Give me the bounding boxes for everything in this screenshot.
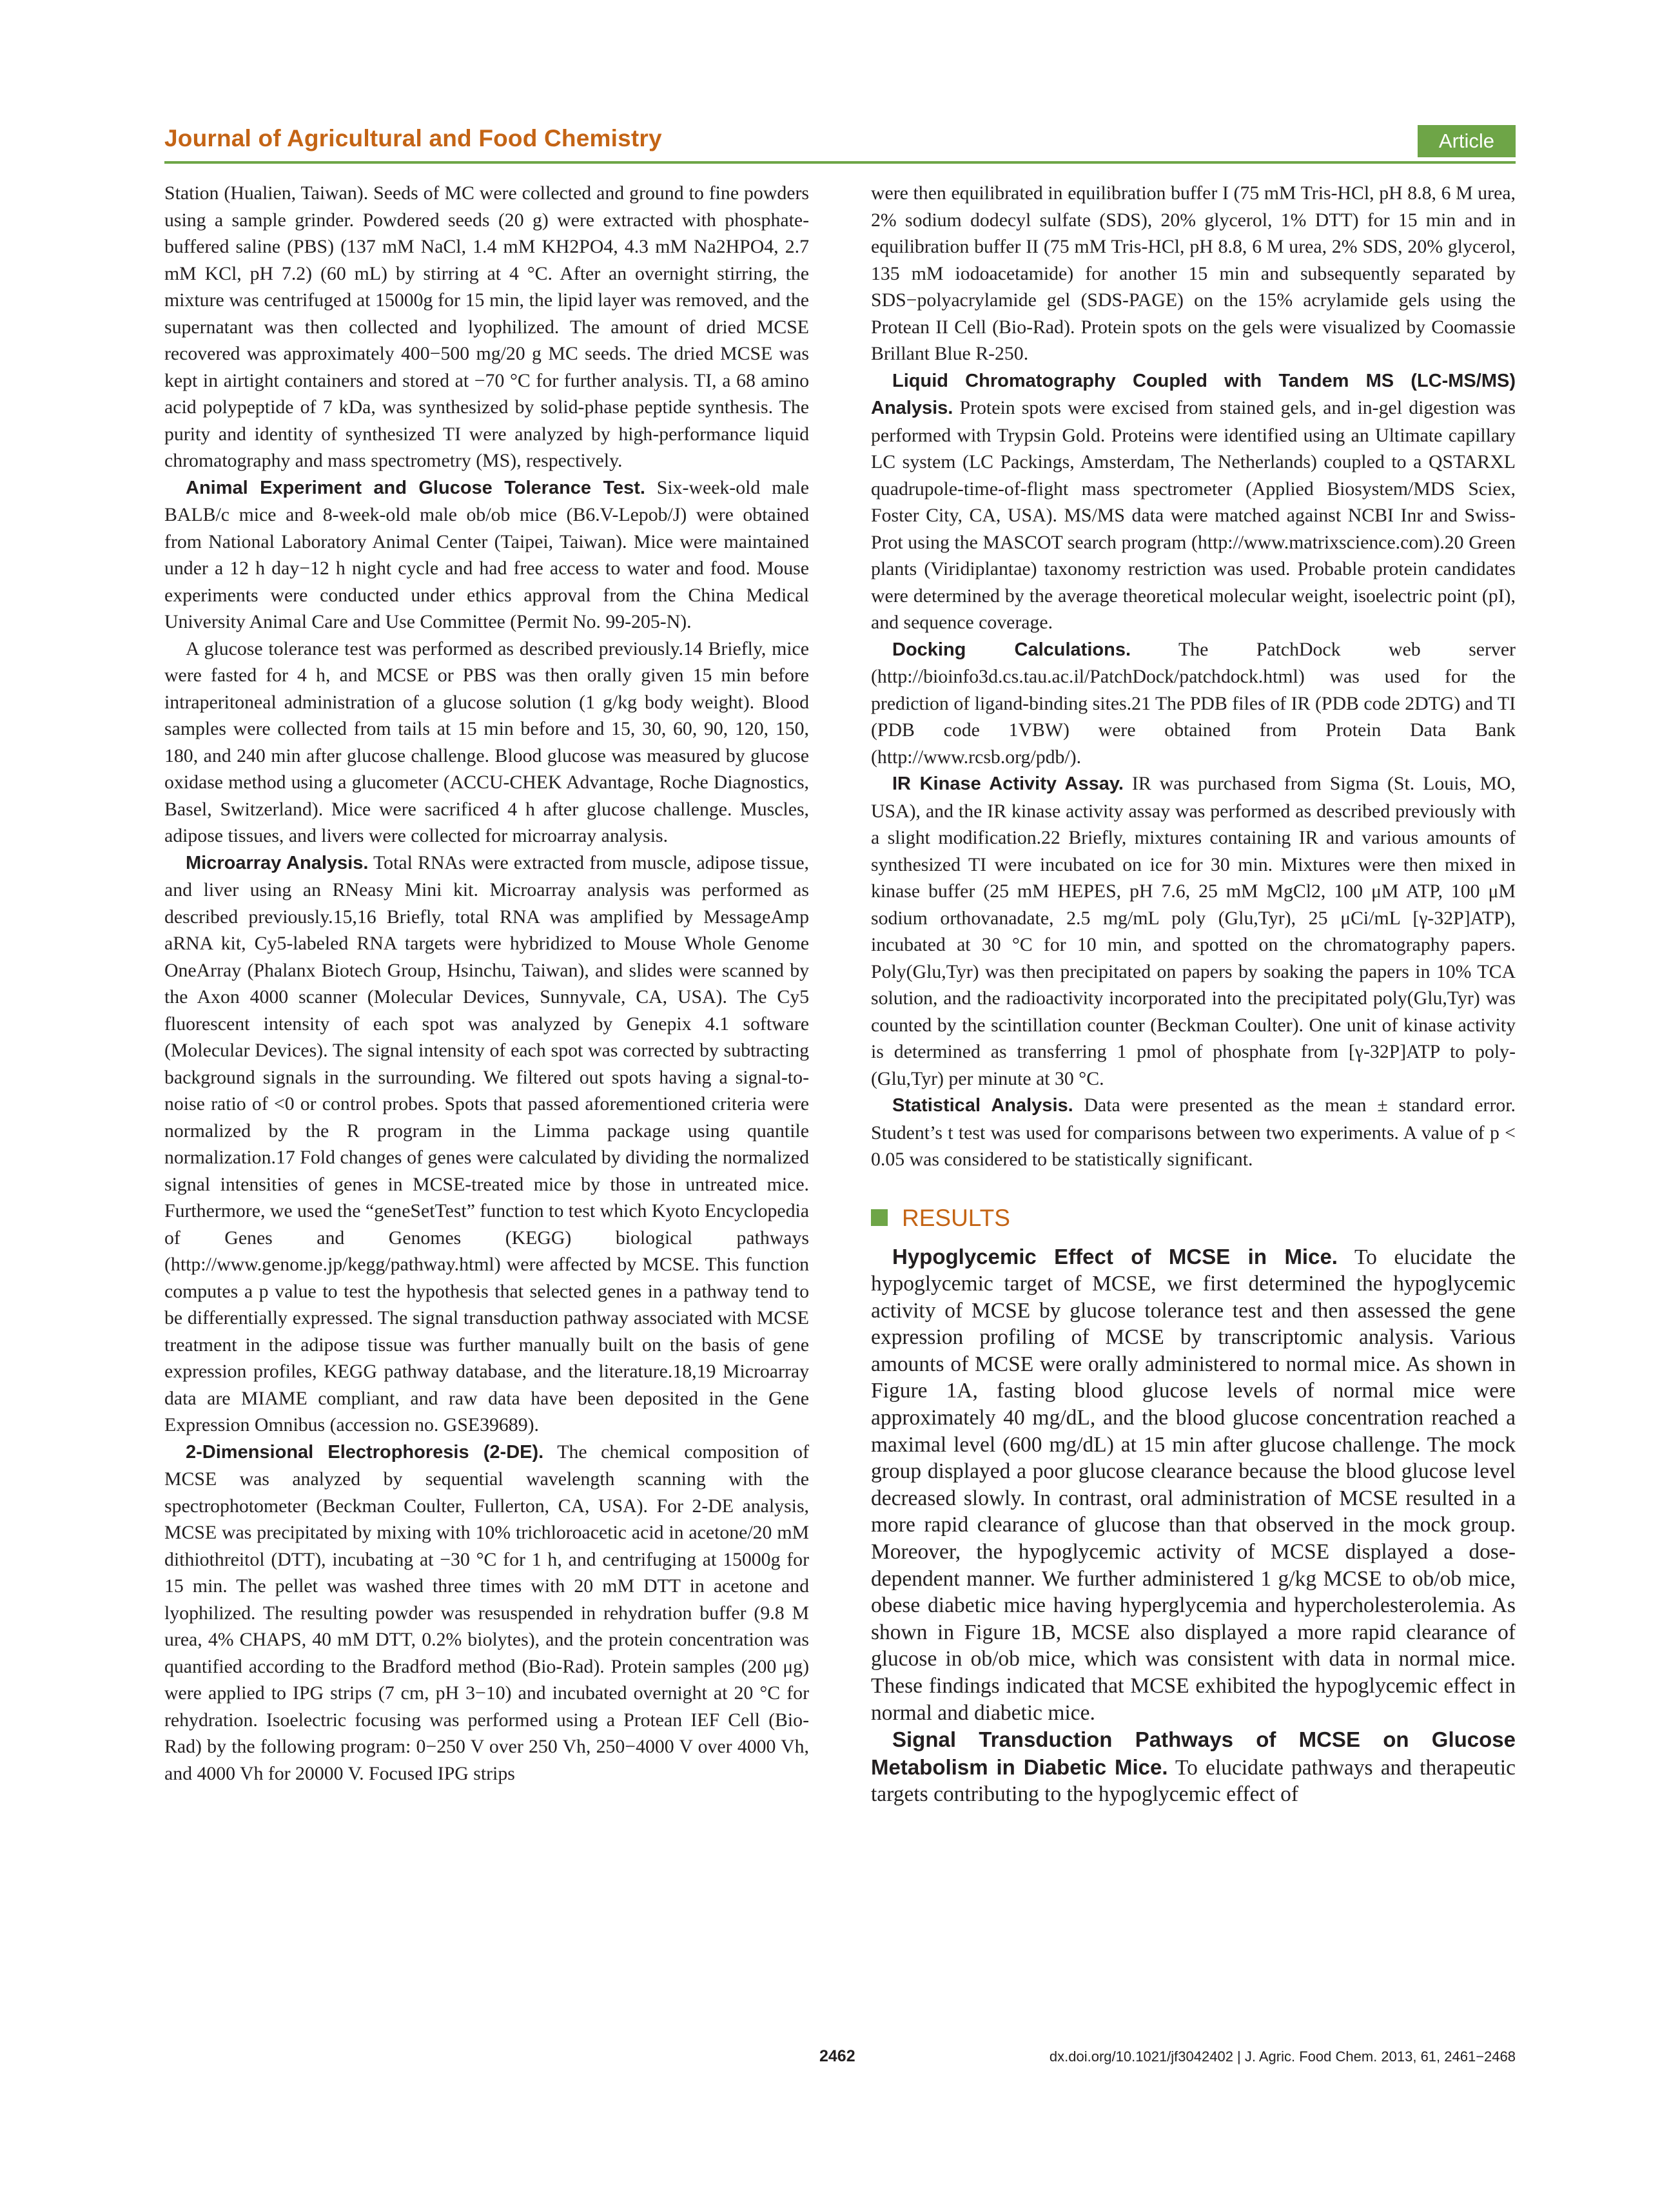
docking-heading: Docking Calculations. [892, 639, 1131, 660]
signal-text: To elucidate pathways and therapeutic targets contributing to the hypoglycemic effect of [871, 1755, 1516, 1807]
results-label: RESULTS [902, 1204, 1010, 1231]
animal-heading: Animal Experiment and Glucose Tolerance Test. [186, 477, 645, 498]
docking-section [871, 636, 1516, 771]
signal-section [871, 1726, 1516, 1808]
page-header [164, 121, 1516, 168]
results-body [871, 1243, 1516, 1808]
electrophoresis-heading: 2-Dimensional Electrophoresis (2-DE). [186, 1441, 544, 1463]
article-badge: Article [1418, 125, 1516, 157]
results-heading [871, 1202, 1516, 1234]
electrophoresis-text: The chemical composition of MCSE was analyzed by sequential wavelength scanning with the spectrophotometer (Beckman Coulter, Fullerton, CA, USA). For 2-DE analysis, MCSE was precipitated by mixing with 10% trichloroacetic acid in acetone/20 mM dithiothreitol (DTT), incubating at −30 °C for 1 h, and centrifuging at 15000g for 15 min. The pellet was washed three times with 20 mM DTT in acetone and lyophilized. The resulting powder was resuspended in rehydration buffer (9.8 M urea, 4% CHAPS, 40 mM DTT, 0.2% biolytes), and the protein concentration was quantified according to the Bradford method (Bio-Rad). Protein samples (200 μg) were applied to IPG strips (7 cm, pH 3−10) and incubated overnight at 20 °C for rehydration. Isoelectric focusing was performed using a Protean IEF Cell (Bio-Rad) by the following program: 0−250 V over 250 Vh, 250−4000 V over 4000 Vh, and 4000 Vh for 20000 V. Focused IPG strips [164, 1441, 809, 1784]
electrophoresis-section [164, 1439, 809, 1787]
hypoglycemic-text: To elucidate the hypoglycemic target of MCSE, we first determined the hypoglycemic activity of MCSE by glucose tolerance test and then assessed the gene expression profiling of MCSE by transcriptomic analysis. Various amounts of MCSE were orally administered to normal mice. As shown in Figure 1A, fasting blood glucose levels of normal mice were approximately 40 mg/dL, and the blood glucose concentration reached a maximal level (600 mg/dL) at 15 min after glucose challenge. The mock group displayed a poor glucose clearance because the blood glucose level decreased slowly. In contrast, oral administration of MCSE resulted in a more rapid clearance of glucose than that observed in the mock group. Moreover, the hypoglycemic activity of MCSE displayed a dose-dependent manner. We further administered 1 g/kg MCSE to ob/ob mice, obese diabetic mice having hyperglycemia and hypercholesterolemia. As shown in Figure 1B, MCSE also displayed a more rapid clearance of glucose in ob/ob mice, which was consistent with data in normal mice. These findings indicated that MCSE exhibited the hypoglycemic effect in normal and diabetic mice. [871, 1245, 1516, 1725]
lcms-section [871, 367, 1516, 636]
hypoglycemic-section [871, 1243, 1516, 1727]
kinase-section [871, 770, 1516, 1092]
equilibration-paragraph: were then equilibrated in equilibration buffer I (75 mM Tris-HCl, pH 8.8, 6 M urea, 2% sodium dodecyl sulfate (SDS), 20% glycerol, 1% DTT) for 15 min and in equilibration buffer II (75 mM Tris-HCl, pH 8.8, 6 M urea, 2% SDS, 20% glycerol, 135 mM iodoacetamide) for another 15 min and subsequently separated by SDS−polyacrylamide gel (SDS-PAGE) on the 15% acrylamide gels using the Protean II Cell (Bio-Rad). Protein spots on the gels were visualized by Coomassie Brillant Blue R-250. [871, 182, 1516, 364]
left-column [164, 180, 809, 1787]
header-rule [164, 161, 1516, 164]
page-number: 2462 [819, 2047, 855, 2065]
statistics-text: Data were presented as the mean ± standard error. Student’s t test was used for comparisons between two experiments. A value of p < 0.05 was considered to be statistically significant. [871, 1094, 1516, 1170]
statistics-section [871, 1092, 1516, 1173]
lcms-heading: Liquid Chromatography Coupled with Tandem MS (LC-MS/MS) Analysis. [871, 370, 1516, 418]
lcms-text: Protein spots were excised from stained gels, and in-gel digestion was performed with Trypsin Gold. Proteins were identified using an Ultimate capillary LC system (LC Packings, Amsterdam, The Netherlands) coupled to a QSTARXL quadrupole-time-of-flight mass spectrometer (Applied Biosystem/MDS Sciex, Foster City, CA, USA). MS/MS data were matched against NCBI Inr and Swiss-Prot using the MASCOT search program (http://www.matrixscience.com).20 Green plants (Viridiplantae) taxonomy restriction was used. Probable protein candidates were determined by the average theoretical molecular weight, isoelectric point (pI), and sequence coverage. [871, 397, 1516, 633]
animal-text: Six-week-old male BALB/c mice and 8-week-old male ob/ob mice (B6.V-Lepob/J) were obtained from National Laboratory Animal Center (Taipei, Taiwan). Mice were maintained under a 12 h day−12 h night cycle and had free access to water and food. Mouse experiments were conducted under ethics approval from the China Medical University Animal Care and Use Committee (Permit No. 99-205-N). [164, 476, 810, 632]
journal-title: Journal of Agricultural and Food Chemistry [164, 125, 662, 151]
statistics-heading: Statistical Analysis. [892, 1095, 1073, 1116]
right-column [871, 180, 1516, 1808]
kinase-text: IR was purchased from Sigma (St. Louis, MO, USA), and the IR kinase activity assay was performed as described previously with a slight modification.22 Briefly, mixtures containing IR and various amounts of synthesized TI were incubated on ice for 30 min. Mixtures were then mixed in kinase buffer (25 mM HEPES, pH 7.6, 25 mM MgCl2, 100 μM ATP, 100 μM sodium orthovanadate, 2.5 mg/mL poly (Glu,Tyr), 25 μCi/mL [γ-32P]ATP), incubated at 30 °C for 10 min, and spotted on the chromatography papers. Poly(Glu,Tyr) was then precipitated on papers by soaking the papers in 10% TCA solution, and the radioactivity incorporated into the precipitated poly(Glu,Tyr) was counted by the scintillation counter (Beckman Coulter). One unit of kinase activity is determined as transferring 1 pmol of phosphate from [γ-32P]ATP to poly-(Glu,Tyr) per minute at 30 °C. [871, 773, 1516, 1089]
hypoglycemic-heading: Hypoglycemic Effect of MCSE in Mice. [892, 1244, 1338, 1269]
kinase-heading: IR Kinase Activity Assay. [892, 773, 1124, 794]
signal-heading: Signal Transduction Pathways of MCSE on Glucose Metabolism in Diabetic Mice. [871, 1727, 1516, 1779]
microarray-text: Total RNAs were extracted from muscle, adipose tissue, and liver using an RNeasy Mini kit. Microarray analysis was performed as described previously.15,16 Briefly, total RNA was amplified by MessageAmp aRNA kit, Cy5-labeled RNA targets were hybridized to Mouse Whole Genome OneArray (Phalanx Biotech Group, Hsinchu, Taiwan), and slides were scanned by the Axon 4000 scanner (Molecular Devices, Sunnyvale, CA, USA). The Cy5 fluorescent intensity of each spot was analyzed by Genepix 4.1 software (Molecular Devices). The signal intensity of each spot was corrected by subtracting background signals in the surrounding. We filtered out spots having a signal-to-noise ratio of <0 or control probes. Spots that passed aforementioned criteria were normalized by the R program in the Limma package using quantile normalization.17 Fold changes of genes were calculated by dividing the normalized signal intensities of genes in MCSE-treated mice by those in untreated mice. Furthermore, we used the “geneSetTest” function to test which Kyoto Encyclopedia of Genes and Genomes (KEGG) biological pathways (http://www.genome.jp/kegg/pathway.html) were affected by MCSE. This function computes a p value to test the hypothesis that selected genes in a pathway tend to be differentially expressed. The signal transduction pathway associated with MCSE treatment in the adipose tissue was further manually built on the basis of gene expression profiles, KEGG pathway database, and the literature.18,19 Microarray data are MIAME compliant, and raw data have been deposited in the Gene Expression Omnibus (accession no. GSE39689). [164, 851, 810, 1435]
results-square-icon [871, 1209, 888, 1226]
page-footer [164, 2047, 1516, 2073]
materials-paragraph: Station (Hualien, Taiwan). Seeds of MC were collected and ground to fine powders using a sample grinder. Powdered seeds (20 g) were extracted with phosphate-buffered saline (PBS) (137 mM NaCl, 1.4 mM KH2PO4, 4.3 mM Na2HPO4, 2.7 mM KCl, pH 7.2) (60 mL) by stirring at 4 °C. After an overnight stirring, the mixture was centrifuged at 15000g for 15 min, the lipid layer was removed, and the supernatant was then collected and lyophilized. The amount of dried MCSE recovered was approximately 400−500 mg/20 g MC seeds. The dried MCSE was kept in airtight containers and stored at −70 °C for further analysis. TI, a 68 amino acid polypeptide of 7 kDa, was synthesized by solid-phase peptide synthesis. The purity and identity of synthesized TI were analyzed by high-performance liquid chromatography and mass spectrometry (MS), respectively. [164, 182, 809, 471]
doi-citation: dx.doi.org/10.1021/jf3042402 | J. Agric. Food Chem. 2013, 61, 2461−2468 [1049, 2048, 1516, 2065]
docking-text: The PatchDock web server (http://bioinfo3d.cs.tau.ac.il/PatchDock/patchdock.html) was used for the prediction of ligand-binding sites.21 The PDB files of IR (PDB code 2DTG) and TI (PDB code 1VBW) were obtained from Protein Data Bank (http://www.rcsb.org/pdb/). [871, 638, 1516, 768]
animal-section [164, 474, 809, 636]
microarray-heading: Microarray Analysis. [186, 852, 369, 873]
glucose-paragraph: A glucose tolerance test was performed as described previously.14 Briefly, mice were fasted for 4 h, and MCSE or PBS was then orally given 15 min before intraperitoneal administration of a glucose solution (1 g/kg body weight). Blood samples were collected from tails at 15 min before and 15, 30, 60, 90, 120, 150, 180, and 240 min after glucose challenge. Blood glucose was measured by glucose oxidase method using a glucometer (ACCU-CHEK Advantage, Roche Diagnostics, Basel, Switzerland). Mice were sacrificed 4 h after glucose challenge. Muscles, adipose tissues, and livers were collected for microarray analysis. [164, 637, 809, 846]
microarray-section [164, 850, 809, 1439]
